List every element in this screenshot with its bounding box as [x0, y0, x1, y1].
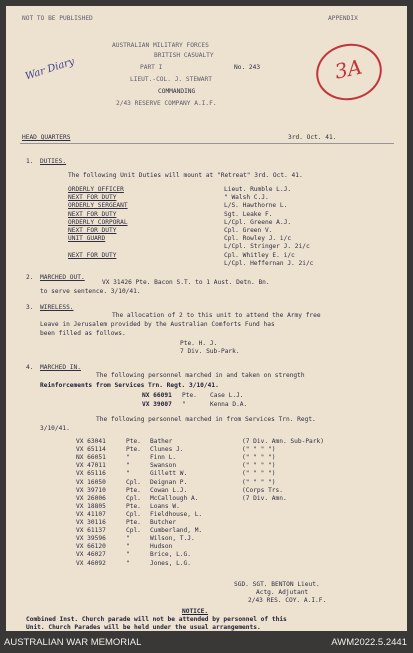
personnel-rank: Pte. [126, 438, 141, 445]
stamp-number: 3A [332, 54, 365, 84]
duty-assignee: Sgt. Leake F. [224, 210, 273, 218]
duty-assignee: L/Cpl. Heffernan J. 2i/c [224, 259, 314, 267]
personnel-number: VX 63041 [76, 438, 106, 445]
section-title-marched-out: MARCHED OUT. [40, 274, 85, 281]
duty-role: NEXT FOR DUTY [68, 227, 117, 234]
order-date: 3rd. Oct. 41. [288, 134, 337, 141]
personnel-name: McCallough A. [150, 494, 199, 502]
duty-assignee: Lieut. Rumble L.J. [224, 186, 292, 193]
duty-assignee: Cpl. Rowley J. i/c [224, 235, 292, 243]
marched-out-line-1: VX 31426 Pte. Bacon S.T. to 1 Aust. Detn. Bn. [102, 279, 270, 286]
duty-role: NEXT FOR DUTY [68, 194, 117, 202]
personnel-unit: (" " " ") [242, 454, 276, 462]
signature-name: SGD. SGT. BENTON Lieut. [234, 581, 320, 588]
footer-bar [0, 631, 413, 653]
personnel-name: Cumberland, M. [150, 527, 203, 535]
personnel-name: Fieldhouse, L. [150, 510, 203, 518]
duty-assignee: L/S. Hawthorne L. [224, 202, 288, 210]
commanding-line: COMMANDING [158, 88, 196, 95]
commander-line: LIEUT.-COL. J. STEWART [130, 76, 212, 83]
duty-role: UNIT GUARD [68, 235, 106, 243]
personnel-name: Brice, L.G. [150, 551, 191, 559]
reinforcement-name: Case L.J. [210, 392, 244, 399]
personnel-rank: Pte. [126, 486, 141, 494]
marched-in-intro-2b: 3/10/41. [40, 425, 70, 432]
marched-in-intro: The following personnel marched in and taken on strength [96, 372, 305, 379]
reinforcement-name: Kenna D.A. [210, 401, 248, 408]
personnel-name: Butcher [150, 519, 177, 526]
personnel-unit: (Corps Trs. [242, 486, 283, 494]
personnel-number: VX 41107 [76, 510, 106, 518]
personnel-rank: Pte. [126, 502, 141, 510]
personnel-unit: (" " " ") [242, 470, 276, 478]
order-number: No. 243 [234, 64, 261, 71]
top-left-stamp: NOT TO BE PUBLISHED [22, 15, 93, 22]
personnel-number: VX 26006 [76, 494, 106, 502]
footer-accession-number: AWM2022.5.2441 [331, 637, 407, 648]
personnel-number: NX 66051 [76, 454, 106, 462]
notice-line-2: Unit. Church Parades will be held under the usual arrangements. [26, 624, 261, 631]
duty-assignee: L/Cpl. Stringer J. 2i/c [224, 243, 310, 251]
personnel-name: Gillett W. [150, 470, 188, 478]
duty-assignee: Cpl. Green V. [224, 227, 273, 234]
personnel-rank: Cpl. [126, 527, 141, 535]
duty-assignee: Cpl. Whitley E. i/c [224, 251, 295, 259]
personnel-name: Finn L. [150, 454, 177, 462]
personnel-number: VX 46092 [76, 559, 106, 567]
personnel-name: Hudson [150, 543, 173, 551]
duties-intro: The following Unit Duties will mount at "Retreat" 3rd. Oct. 41. [68, 172, 303, 179]
personnel-number: VX 39596 [76, 535, 106, 543]
personnel-unit: (7 Div. Amn. [242, 494, 287, 502]
handwritten-note: War Diary [24, 56, 76, 83]
personnel-name: Bather [150, 438, 173, 445]
unit-line: 2/43 RESERVE COMPANY A.I.F. [116, 100, 217, 107]
personnel-number: VX 46027 [76, 551, 106, 559]
wireless-line-3: been filled as follows. [40, 330, 126, 337]
notice-line-1: Combined Inst. Church parade will not be attended by personnel of this [26, 616, 287, 623]
reinforcement-rank: " [182, 401, 186, 408]
personnel-rank: " [126, 543, 130, 551]
personnel-rank: " [126, 462, 130, 470]
personnel-rank: Cpl. [126, 494, 141, 502]
header-rule [20, 143, 394, 144]
corps-line: BRITISH CASUALTY [154, 52, 214, 59]
marched-in-intro-2a: The following personnel marched in from Services Trn. Regt. [96, 416, 316, 423]
personnel-name: Wilson, T.J. [150, 535, 195, 543]
personnel-number: VX 47011 [76, 462, 106, 470]
personnel-number: VX 66120 [76, 543, 106, 551]
document-page [6, 6, 407, 631]
duty-assignee: L/Cpl. Greene A.J. [224, 218, 292, 226]
duty-assignee: " Walsh C.J. [224, 194, 269, 202]
personnel-rank: Pte. [126, 446, 141, 454]
signature-unit: 2/43 RES. COY. A.I.F. [248, 597, 327, 604]
wireless-sub-1: Pte. H. J. [180, 340, 218, 347]
personnel-number: VX 30116 [76, 519, 106, 526]
section-number-marched-out: 2. [26, 274, 34, 281]
personnel-rank: " [126, 551, 130, 559]
personnel-number: VX 16050 [76, 478, 106, 486]
section-title-marched-in: MARCHED IN. [40, 364, 81, 371]
duty-role: ORDERLY SERGEANT [68, 202, 128, 210]
red-circle-stamp [311, 38, 387, 106]
signature-role: Actg. Adjutant [256, 589, 309, 596]
personnel-name: Clunes J. [150, 446, 184, 454]
wireless-line-2: Leave in Jerusalem provided by the Australian Comforts Fund has [40, 321, 275, 328]
personnel-number: VX 61137 [76, 527, 106, 535]
personnel-unit: (7 Div. Amn. Sub-Park) [242, 438, 324, 445]
personnel-name: Deignan P. [150, 478, 188, 486]
reinforcement-number: NX 66091 [142, 392, 172, 399]
section-title-duties: DUTIES. [40, 158, 67, 165]
wireless-line-1: The allocation of 2 to this unit to attend the Army free [112, 312, 321, 319]
personnel-unit: (" " " ") [242, 478, 276, 486]
personnel-name: Jones, L.G. [150, 559, 191, 567]
personnel-name: Swanson [150, 462, 177, 470]
personnel-rank: Cpl. [126, 478, 141, 486]
place-label: HEAD QUARTERS [22, 134, 71, 141]
personnel-rank: " [126, 470, 130, 478]
personnel-number: VX 18805 [76, 502, 106, 510]
duty-role: NEXT FOR DUTY [68, 251, 117, 259]
section-number-wireless: 3. [26, 304, 34, 311]
personnel-unit: (" " " ") [242, 446, 276, 454]
duty-role: NEXT FOR DUTY [68, 210, 117, 218]
personnel-unit: (" " " ") [242, 462, 276, 470]
personnel-name: Loans W. [150, 502, 180, 510]
personnel-rank: Cpl. [126, 510, 141, 518]
top-right-appendix: APPENDIX [328, 15, 358, 22]
part-line: PART I [140, 64, 163, 71]
reinforcement-number: VX 39007 [142, 401, 172, 408]
marched-out-line-2: to serve sentence. 3/10/41. [40, 288, 141, 295]
section-title-wireless: WIRELESS. [40, 304, 74, 311]
duty-role: ORDERLY CORPORAL [68, 218, 128, 226]
wireless-sub-2: 7 Div. Sub-Park. [180, 348, 240, 355]
personnel-number: VX 39710 [76, 486, 106, 494]
reinforcements-heading: Reinforcements from Services Trn. Regt. 3/10/41. [40, 382, 219, 389]
personnel-rank: " [126, 559, 130, 567]
personnel-name: Cowan L.J. [150, 486, 188, 494]
duty-role: ORDERLY OFFICER [68, 186, 124, 193]
personnel-rank: " [126, 454, 130, 462]
classification-line: AUSTRALIAN MILITARY FORCES [112, 42, 209, 49]
personnel-number: VX 65114 [76, 446, 106, 454]
notice-title: NOTICE. [182, 608, 209, 615]
personnel-rank: Pte. [126, 519, 141, 526]
section-number-marched-in: 4. [26, 364, 34, 371]
reinforcement-rank: Pte. [182, 392, 197, 399]
footer-credit: AUSTRALIAN WAR MEMORIAL [4, 637, 142, 648]
personnel-number: VX 65116 [76, 470, 106, 478]
personnel-rank: " [126, 535, 130, 543]
section-number-duties: 1. [26, 158, 34, 165]
